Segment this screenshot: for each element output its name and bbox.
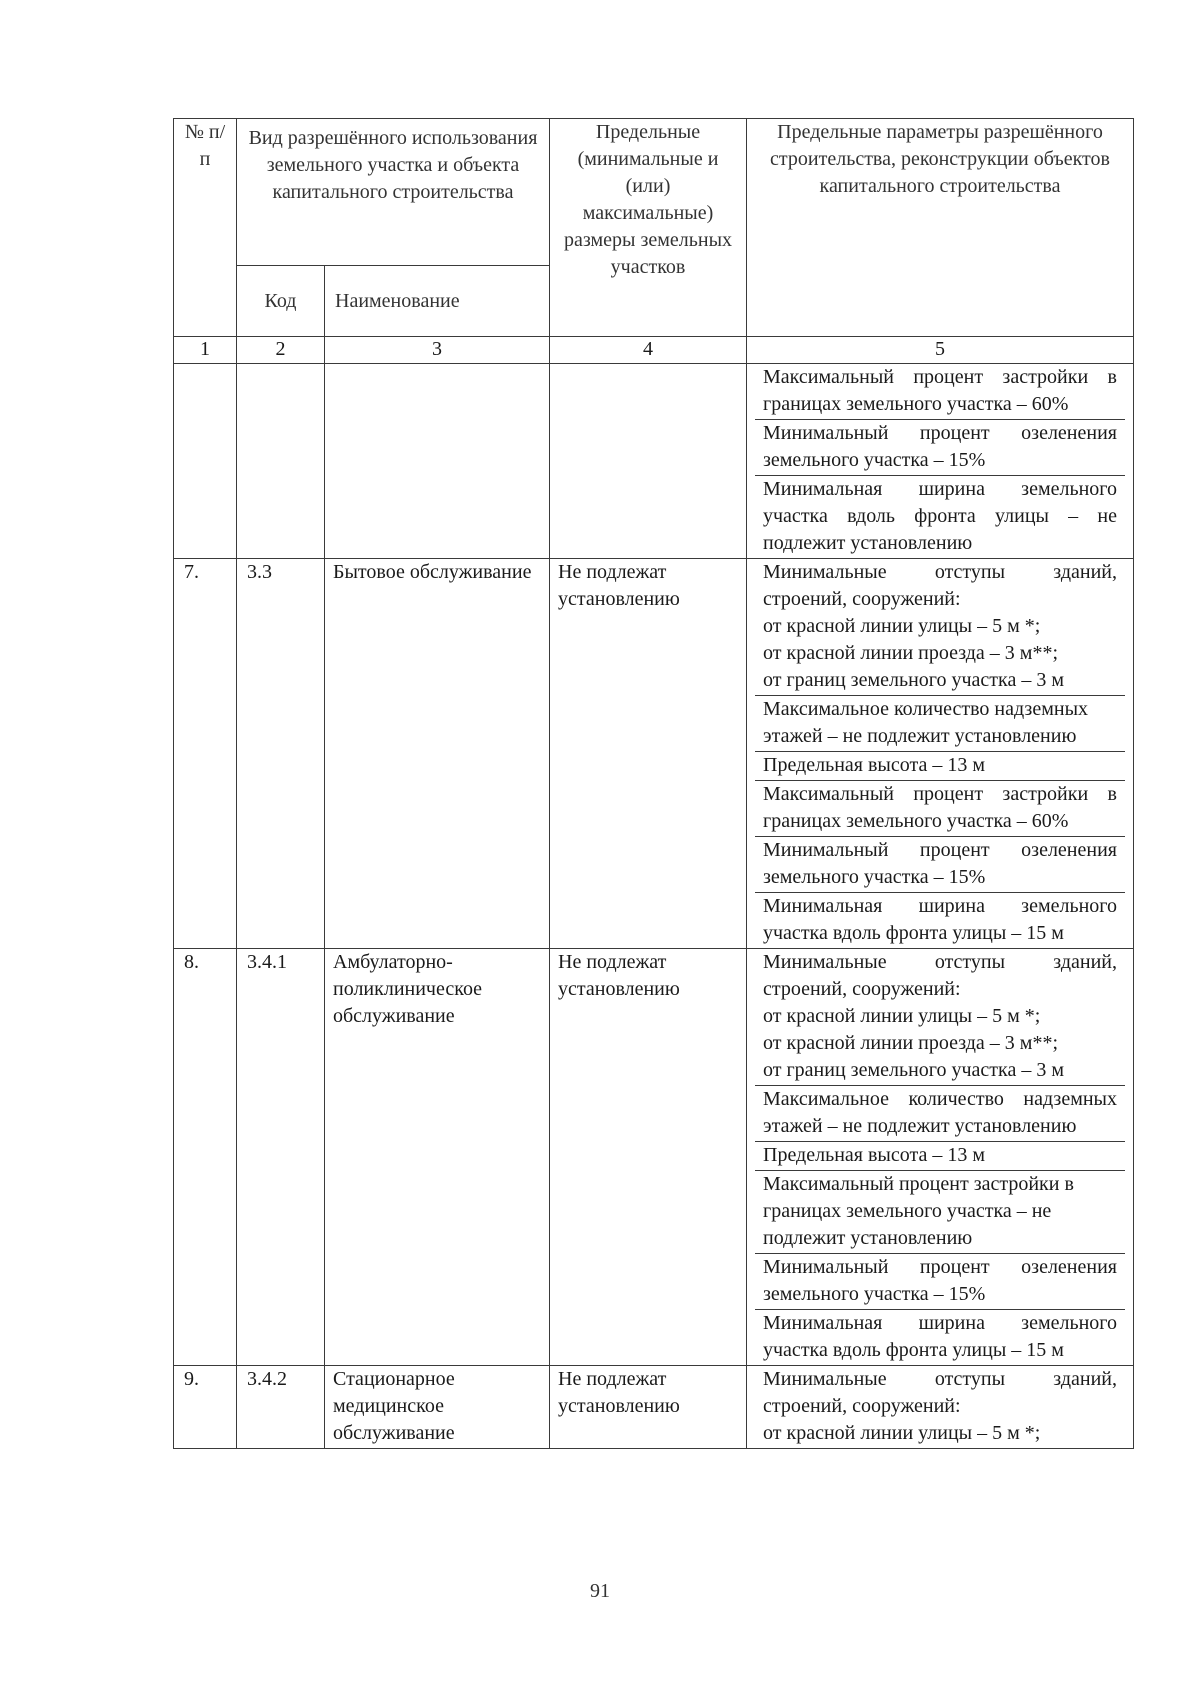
- header-name: Наименование: [325, 266, 550, 337]
- param-item: Минимальный процент озеленения земельного участка – 15%: [755, 1253, 1125, 1309]
- setbacks-item: [755, 559, 1125, 695]
- column-number: 5: [747, 337, 1134, 364]
- row-number: 9.: [174, 1366, 237, 1449]
- param-item: Максимальный процент застройки в границах земельного участка – 60%: [755, 780, 1125, 836]
- setback-line: от красной линии улицы – 5 м *;: [763, 1422, 1041, 1444]
- params-cell: [747, 1366, 1134, 1449]
- param-item: Минимальный процент озеленения земельного участка – 15%: [755, 419, 1125, 475]
- row-number: 7.: [174, 559, 237, 949]
- use-name: Амбулаторно-поликлиническое обслуживание: [325, 949, 550, 1366]
- params-cell: [747, 949, 1134, 1366]
- use-name: Стационарное медицинское обслуживание: [325, 1366, 550, 1449]
- params-cell: [747, 364, 1134, 559]
- setback-line: от красной линии улицы – 5 м *;: [763, 1005, 1041, 1027]
- header-num: № п/п: [174, 119, 237, 337]
- table-row: [174, 1366, 1134, 1449]
- plot-sizes: Не подлежат установлению: [550, 559, 747, 949]
- param-item: Предельная высота – 13 м: [755, 751, 1125, 780]
- column-number: 2: [237, 337, 325, 364]
- column-number: 4: [550, 337, 747, 364]
- plot-sizes: Не подлежат установлению: [550, 1366, 747, 1449]
- setback-line: от границ земельного участка – 3 м: [763, 669, 1064, 691]
- param-item: Минимальная ширина земельного участка вдоль фронта улицы – не подлежит установлению: [755, 475, 1125, 558]
- param-item: Предельная высота – 13 м: [755, 1141, 1125, 1170]
- column-number: 1: [174, 337, 237, 364]
- param-item: Максимальное количество надземных этажей – не подлежит установлению: [755, 1085, 1125, 1141]
- plot-sizes: Не подлежат установлению: [550, 949, 747, 1366]
- use-name: Бытовое обслуживание: [325, 559, 550, 949]
- use-code: 3.4.1: [237, 949, 325, 1366]
- setback-line: от границ земельного участка – 3 м: [763, 1059, 1064, 1081]
- use-code: 3.3: [237, 559, 325, 949]
- params-cell: [747, 559, 1134, 949]
- param-item: Максимальный процент застройки в границах земельного участка – 60%: [763, 366, 1117, 415]
- setbacks-item: [755, 1366, 1125, 1448]
- setbacks-title: Минимальные отступы зданий, строений, сооружений:: [763, 561, 1117, 610]
- param-item: Максимальный процент застройки в границах земельного участка – не подлежит установлению: [755, 1170, 1125, 1253]
- setbacks-title: Минимальные отступы зданий, строений, сооружений:: [763, 951, 1117, 1000]
- table-row: [174, 949, 1134, 1366]
- table-row: [174, 364, 1134, 559]
- column-number: 3: [325, 337, 550, 364]
- use-code: 3.4.2: [237, 1366, 325, 1449]
- param-item: Максимальное количество надземных этажей – не подлежит установлению: [755, 695, 1125, 751]
- param-item: Минимальный процент озеленения земельного участка – 15%: [755, 836, 1125, 892]
- param-item: Минимальная ширина земельного участка вдоль фронта улицы – 15 м: [755, 1309, 1125, 1365]
- row-number: 8.: [174, 949, 237, 1366]
- setbacks-title: Минимальные отступы зданий, строений, сооружений:: [763, 1368, 1117, 1417]
- header-use-type: Вид разрешённого использования земельного участка и объекта капитального строительства: [237, 119, 550, 266]
- setback-line: от красной линии проезда – 3 м**;: [763, 642, 1059, 664]
- param-item: Минимальная ширина земельного участка вдоль фронта улицы – 15 м: [755, 892, 1125, 948]
- page-number: 91: [590, 1580, 610, 1602]
- table-row: [174, 559, 1134, 949]
- header-code: Код: [237, 266, 325, 337]
- setback-line: от красной линии проезда – 3 м**;: [763, 1032, 1059, 1054]
- setback-line: от красной линии улицы – 5 м *;: [763, 615, 1041, 637]
- header-plot-sizes: Предельные (минимальные и (или) максимальные) размеры земельных участков: [550, 119, 747, 337]
- column-number-row: [174, 337, 1134, 364]
- header-build-params: Предельные параметры разрешённого строительства, реконструкции объектов капитального строительства: [747, 119, 1134, 337]
- setbacks-item: [755, 949, 1125, 1085]
- land-use-regulations-table: [173, 118, 1134, 1449]
